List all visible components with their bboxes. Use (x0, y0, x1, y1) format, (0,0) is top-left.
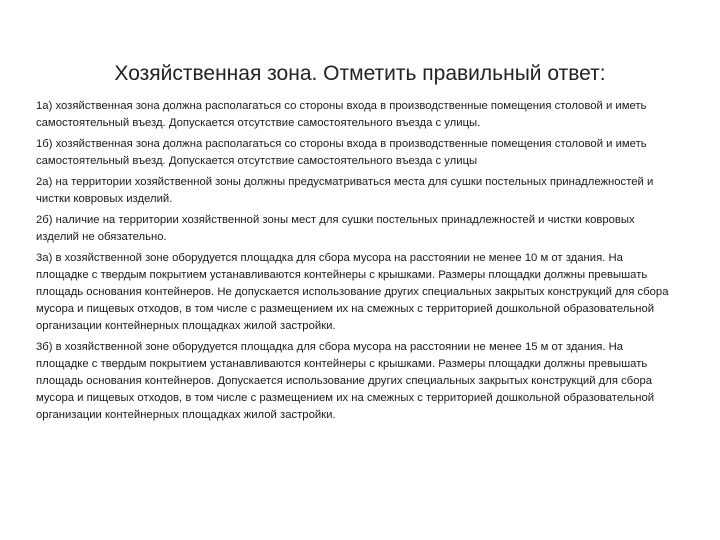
option-2a[interactable]: 2а) на территории хозяйственной зоны должны предусматриваться места для сушки постельных принадлежностей и чистки ковровых изделий. (36, 176, 654, 205)
answer-options (36, 98, 676, 424)
option-2b[interactable]: 2б) наличие на территории хозяйственной зоны мест для сушки постельных принадлежностей и чистки ковровых изделий не обязательно. (36, 214, 635, 243)
option-1a[interactable]: 1а) хозяйственная зона должна располагаться со стороны входа в производственные помещения столовой и иметь самостоятельный въезд. Допускается отсутствие самостоятельного въезда с улицы. (36, 100, 647, 129)
option-3a[interactable]: 3а) в хозяйственной зоне оборудуется площадка для сбора мусора на расстоянии не менее 10 м от здания. На площадке с твердым покрытием устанавливаются контейнеры с крышками. Размеры площадки должны превышать площадь основания контейнеров. Не допускается использование других специальных закрытых конструкций для сбора мусора и пищевых отходов, в том числе с размещением их на смежных с территорией дошкольной образовательной организации контейнерных площадках жилой застройки. (36, 252, 669, 332)
option-3b[interactable]: 3б) в хозяйственной зоне оборудуется площадка для сбора мусора на расстоянии не менее 15 м от здания. На площадке с твердым покрытием устанавливаются контейнеры с крышками. Размеры площадки должны превышать площадь основания контейнеров. Допускается использование других специальных закрытых конструкций для сбора мусора и пищевых отходов, в том числе с размещением их на смежных с территорией дошкольной образовательной организации контейнерных площадках жилой застройки. (36, 341, 655, 421)
slide-title: Хозяйственная зона. Отметить правильный ответ: (114, 62, 606, 85)
option-1b[interactable]: 1б) хозяйственная зона должна располагаться со стороны входа в производственные помещения столовой и иметь самостоятельный въезд. Допускается отсутствие самостоятельного въезда с улицы (36, 138, 647, 167)
